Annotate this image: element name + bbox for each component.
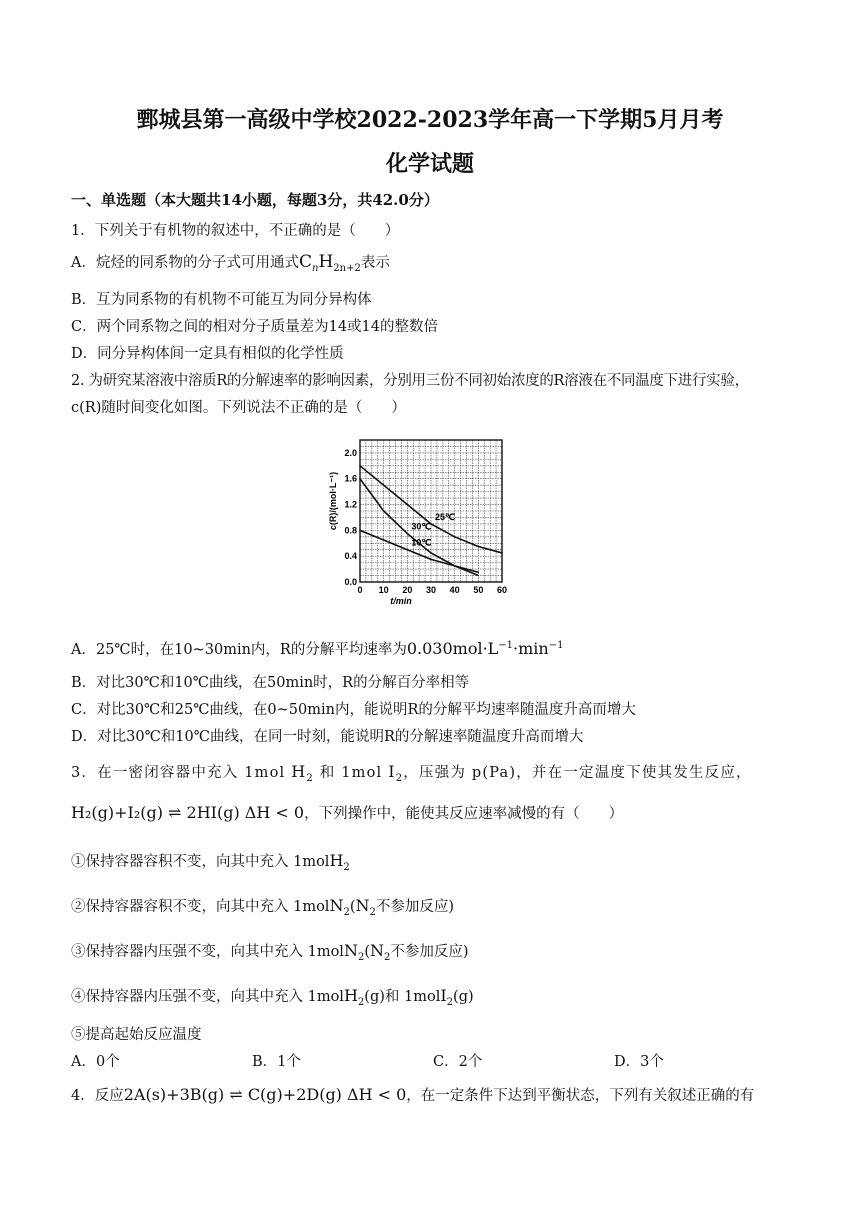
q3-option-d: D．3个 bbox=[614, 1054, 664, 1070]
q1-a-formula-n: n bbox=[312, 262, 319, 274]
q3-stem: 3．在一密闭容器中充入 1mol $H_2$ 和 1mol $I_2$，压强为 p(Pa)，并在一定温度下使其发生反应， bbox=[71, 762, 752, 784]
q3-o2-formula2: N bbox=[355, 896, 370, 915]
q1-a-formula-h: H bbox=[318, 252, 334, 272]
data-point bbox=[407, 504, 409, 506]
q3-o2-paren: ( bbox=[349, 899, 356, 915]
y-tick-label: 1.2 bbox=[344, 499, 357, 510]
data-point bbox=[359, 465, 361, 467]
data-point bbox=[501, 552, 503, 554]
page-title: 鄄城县第一高级中学校2022-2023学年高一下学期5月月考 bbox=[136, 107, 724, 133]
y-axis-label: c(R)/(mol·L⁻¹) bbox=[328, 471, 338, 531]
data-point bbox=[407, 533, 409, 535]
data-point bbox=[454, 536, 456, 538]
x-axis-label: t/min bbox=[390, 596, 412, 606]
data-point bbox=[478, 572, 480, 574]
q2-option-a bbox=[71, 638, 563, 659]
q3-o2-text: ②保持容器容积不变，向其中充入 1mol bbox=[71, 899, 330, 915]
q2-a-rate: 0.030mol·L bbox=[406, 639, 499, 658]
y-tick-label: 1.6 bbox=[344, 473, 357, 484]
q4-stem-post: ，在一定条件下达到平衡状态，下列有关叙述正确的有 bbox=[406, 1088, 755, 1104]
q2-option-d: D．对比30℃和10℃曲线，在同一时刻，能说明R的分解速率随温度升高而增大 bbox=[71, 729, 584, 745]
q2-stem: 2. 为研究某溶液中溶质R的分解速率的影响因素，分别用三份不同初始浓度的R溶液在不同温度下进行实验， bbox=[71, 373, 749, 389]
q2-a-sup2: −1 bbox=[548, 640, 564, 652]
q3-stem-pre: 3．在一密闭容器中充入 1mol bbox=[71, 765, 292, 781]
q3-o3-paren: ( bbox=[364, 944, 370, 960]
q3-option-a: A．0个 bbox=[71, 1054, 120, 1070]
q1-option-a bbox=[71, 251, 390, 274]
q3-i2: I bbox=[388, 762, 396, 781]
data-point bbox=[383, 510, 385, 512]
data-point bbox=[478, 546, 480, 548]
data-point bbox=[359, 478, 361, 480]
q3-item-5: ⑤提高起始反应温度 bbox=[71, 1027, 202, 1043]
q3-o4-formula2: I bbox=[440, 986, 447, 1005]
q1-option-d: D．同分异构体间一定具有相似的化学性质 bbox=[71, 346, 344, 362]
data-point bbox=[407, 549, 409, 551]
data-point bbox=[359, 530, 361, 532]
x-tick-label: 30 bbox=[425, 585, 437, 595]
data-point bbox=[478, 575, 480, 577]
q3-o4-mid: (g)和 1mol bbox=[364, 989, 441, 1005]
section-heading: 一、单选题（本大题共14小题，每题3分，共42.0分） bbox=[71, 191, 439, 209]
q3-o4-text: ④保持容器内压强不变，向其中充入 1mol bbox=[71, 989, 344, 1005]
q3-o2-formula: N bbox=[329, 896, 344, 915]
x-tick-label: 40 bbox=[449, 585, 460, 595]
q3-o1-formula: H bbox=[329, 851, 344, 870]
x-tick-label: 10 bbox=[378, 585, 389, 595]
q3-o4-post: (g) bbox=[453, 989, 474, 1005]
y-tick-label: 2.0 bbox=[344, 447, 357, 458]
q4-stem-pre: 4．反应 bbox=[71, 1088, 124, 1104]
q2-option-b: B．对比30℃和10℃曲线，在50min时，R的分解百分率相等 bbox=[71, 675, 470, 691]
data-point bbox=[454, 565, 456, 567]
q1-a-formula-c: C bbox=[298, 252, 312, 272]
y-tick-label: 0.8 bbox=[344, 525, 357, 536]
page-subtitle: 化学试题 bbox=[385, 151, 474, 177]
x-tick-label: 20 bbox=[402, 585, 413, 595]
q3-option-b: B．1个 bbox=[252, 1054, 301, 1070]
q3-equation-line bbox=[71, 802, 623, 823]
y-tick-label: 0.4 bbox=[344, 551, 357, 562]
series-label: 25℃ bbox=[435, 511, 456, 522]
q3-o3-text: ③保持容器内压强不变，向其中充入 1mol bbox=[71, 944, 344, 960]
q3-item-3: ③保持容器内压强不变，向其中充入 $1molN_2(N_2$不参加反应) bbox=[71, 941, 469, 963]
q1-option-b: B．互为同系物的有机物不可能互为同分异构体 bbox=[71, 292, 372, 308]
q3-eq-post: ，下列操作中，能使其反应速率减慢的有（ ） bbox=[304, 806, 624, 822]
q3-o1-text: ①保持容器容积不变，向其中充入 1mol bbox=[71, 854, 330, 870]
y-tick-label: 0.0 bbox=[344, 577, 357, 587]
data-point bbox=[430, 552, 432, 554]
q1-a-post: 表示 bbox=[360, 255, 390, 271]
concentration-chart bbox=[326, 432, 516, 612]
q3-stem-post: ，压强为 p(Pa)，并在一定温度下使其发生反应， bbox=[403, 765, 752, 781]
q3-o4-formula: H bbox=[343, 986, 358, 1005]
q1-a-text: A．烷烃的同系物的分子式可用通式 bbox=[71, 255, 299, 271]
q3-o3-formula2: N bbox=[370, 941, 384, 960]
q2-a-sup1: −1 bbox=[498, 640, 514, 652]
q4-equation: 2A(s)+3B(g) ⇌ C(g)+2D(g) ΔH < 0 bbox=[123, 1085, 407, 1104]
q2-option-c: C．对比30℃和25℃曲线，在0~50min内，能说明R的分解平均速率随温度升高而增大 bbox=[71, 702, 636, 718]
q3-o3-post: 不参加反应) bbox=[390, 944, 469, 960]
q1-stem: 1．下列关于有机物的叙述中，不正确的是（ ） bbox=[71, 223, 400, 239]
series-label: 30℃ bbox=[411, 521, 432, 532]
data-point bbox=[383, 539, 385, 541]
data-point bbox=[383, 484, 385, 486]
q3-item-2: ②保持容器容积不变，向其中充入 $1molN_2(N_2$不参加反应) bbox=[71, 896, 455, 918]
q3-equation: H₂(g)+I₂(g) ⇌ 2HI(g) ΔH < 0 bbox=[71, 803, 305, 822]
series-label: 10℃ bbox=[411, 537, 432, 548]
q3-item-4: ④保持容器内压强不变，向其中充入 1molH$_2$(g)和 1molI$_2$(g) bbox=[71, 986, 474, 1008]
q3-h2: H bbox=[291, 762, 307, 781]
q1-a-formula-sub: 2n+2 bbox=[333, 262, 361, 274]
q2-stem2: c(R)随时间变化如图。下列说法不正确的是（ ） bbox=[71, 400, 406, 416]
q3-option-c: C．2个 bbox=[433, 1054, 483, 1070]
q4-stem bbox=[71, 1084, 754, 1105]
q1-option-c: C．两个同系物之间的相对分子质量差为14或14的整数倍 bbox=[71, 319, 438, 335]
q3-item-1: ①保持容器容积不变，向其中充入 1molH$_2$ bbox=[71, 851, 350, 873]
q2-a-text: A．25℃时，在10~30min内，R的分解平均速率为 bbox=[71, 642, 407, 658]
x-tick-label: 60 bbox=[496, 585, 508, 595]
q2-a-unit2: ·min bbox=[513, 639, 549, 658]
q3-and: 和 1mol bbox=[313, 765, 389, 781]
q3-o2-post: 不参加反应) bbox=[375, 899, 455, 915]
data-point bbox=[430, 559, 432, 561]
x-tick-label: 0 bbox=[357, 585, 363, 595]
q3-o3-formula: N bbox=[343, 941, 358, 960]
x-tick-label: 50 bbox=[473, 585, 484, 595]
